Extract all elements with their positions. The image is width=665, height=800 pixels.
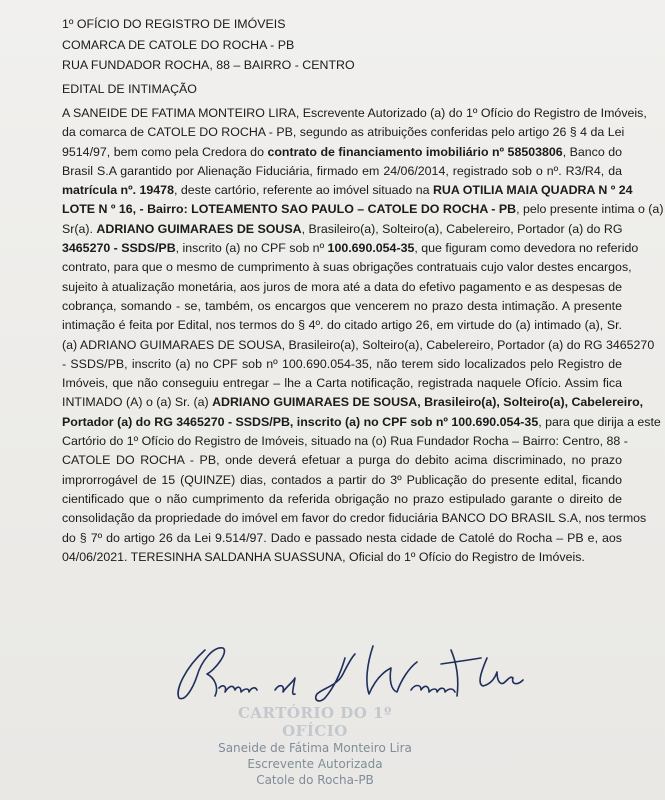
body-line: Sr(a). ADRIANO GUIMARAES DE SOUSA, Brasileiro(a), Solteiro(a), Cabelereiro, Portador (a) do RG — [62, 221, 623, 236]
body-line: consolidação da propriedade do imóvel em favor do credor fiduciária BANCO DO BRASIL S.A, nos termos — [62, 511, 647, 526]
body-line: contrato, para que o mesmo de cumprimento à suas obrigações contratuais cujo valor destes encargos, — [62, 260, 632, 275]
body-line: INTIMADO (A) o (a) Sr. (a) ADRIANO GUIMARAES DE SOUSA, Brasileiro(a), Solteiro(a), Cabelereiro, — [62, 395, 644, 410]
edital-title: EDITAL DE INTIMAÇÃO — [62, 82, 197, 96]
header-office: 1º OFÍCIO DO REGISTRO DE IMÓVEIS — [62, 17, 286, 31]
body-line: Portador (a) do RG 3465270 - SSDS/PB, inscrito (a) no CPF sob nº 100.690.054-35, para que dirija a este — [62, 414, 661, 429]
stamp-name: Saneide de Fátima Monteiro Lira — [218, 741, 412, 755]
header-address: RUA FUNDADOR ROCHA, 88 – BAIRRO - CENTRO — [62, 58, 355, 72]
body-line: (a) ADRIANO GUIMARAES DE SOUSA, Brasileiro(a), Solteiro(a), Cabelereiro, Portador (a) do RG 3465270 — [62, 337, 655, 352]
registry-header — [62, 14, 355, 76]
edital-body — [62, 104, 664, 567]
body-line: improrrogável de 15 (QUINZE) dias, contados a partir do 3º Publicação do presente edital, ficando — [62, 472, 622, 487]
body-line: matrícula nº. 19478, deste cartório, referente ao imóvel situado na RUA OTILIA MAIA QUADRA N º 24 — [62, 183, 633, 198]
notary-stamp — [215, 704, 415, 788]
body-line: cobrança, somando - se, também, os encargos que vencerem no prazo desta intimação. A presente — [62, 298, 622, 313]
header-comarca: COMARCA DE CATOLE DO ROCHA - PB — [62, 37, 295, 52]
body-line: LOTE N º 16, - Bairro: LOTEAMENTO SAO PAULO – CATOLE DO ROCHA - PB, pelo presente intima o (a) — [62, 202, 664, 217]
body-line: cientificado que o não cumprimento da referida obrigação no prazo estipulado garante o direito de — [62, 491, 622, 506]
body-line: A SANEIDE DE FATIMA MONTEIRO LIRA, Escrevente Autorizado (a) do 1º Ofício do Registro de Imóveis, — [62, 106, 647, 120]
body-line: sujeito à atualização monetária, aos juros de mora até a data do efetivo pagamento e as despesas de — [62, 279, 622, 294]
body-line-last: 04/06/2021. TERESINHA SALDANHA SUASSUNA, Oficial do 1º Ofício do Registro de Imóveis. — [62, 549, 585, 564]
body-line: Cartório do 1º Ofício do Registro de Imóveis, situado na (o) Rua Fundador Rocha – Bairro: Centro, 88 - — [62, 434, 628, 449]
body-line: da comarca de CATOLE DO ROCHA - PB, segundo as atribuições conferidas pelo artigo 26 § 4 da Lei — [62, 125, 625, 140]
body-line: do § 7º do artigo 26 da Lei 9.514/97. Dado e passado nesta cidade de Catolé do Rocha – PB e, aos — [62, 530, 622, 545]
body-line: Imóveis, que não conseguiu entregar – lhe a Carta notificação, registrada naquele Ofício. Assim fica — [62, 376, 622, 391]
handwritten-signature — [165, 628, 545, 708]
body-line: CATOLE DO ROCHA - PB, onde deverá efetuar a purga do debito acima discriminado, no prazo — [62, 453, 622, 468]
stamp-city: Catole do Rocha-PB — [256, 773, 374, 787]
body-line: 3465270 - SSDS/PB, inscrito (a) no CPF sob nº 100.690.054-35, que figuram como devedora no referido — [62, 241, 639, 256]
stamp-title: CARTÓRIO DO 1º OFÍCIO — [237, 704, 392, 740]
body-line: Brasil S.A garantido por Alienação Fiduciária, firmado em 24/06/2014, registrado sob o nº. R3/R4, da — [62, 163, 622, 178]
body-line: 9514/97, bem como pela Credora do contrato de financiamento imobiliário nº 58503806, Banco do — [62, 144, 622, 159]
body-line: intimação é feita por Edital, nos termos do § 4º. do citado artigo 26, em virtude do (a) intimado (a), Sr. — [62, 318, 622, 333]
stamp-role: Escrevente Autorizada — [247, 757, 383, 771]
body-line: - SSDS/PB, inscrito (a) no CPF sob nº 100.690.054-35, não terem sido localizados pelo Registro de — [62, 356, 622, 371]
